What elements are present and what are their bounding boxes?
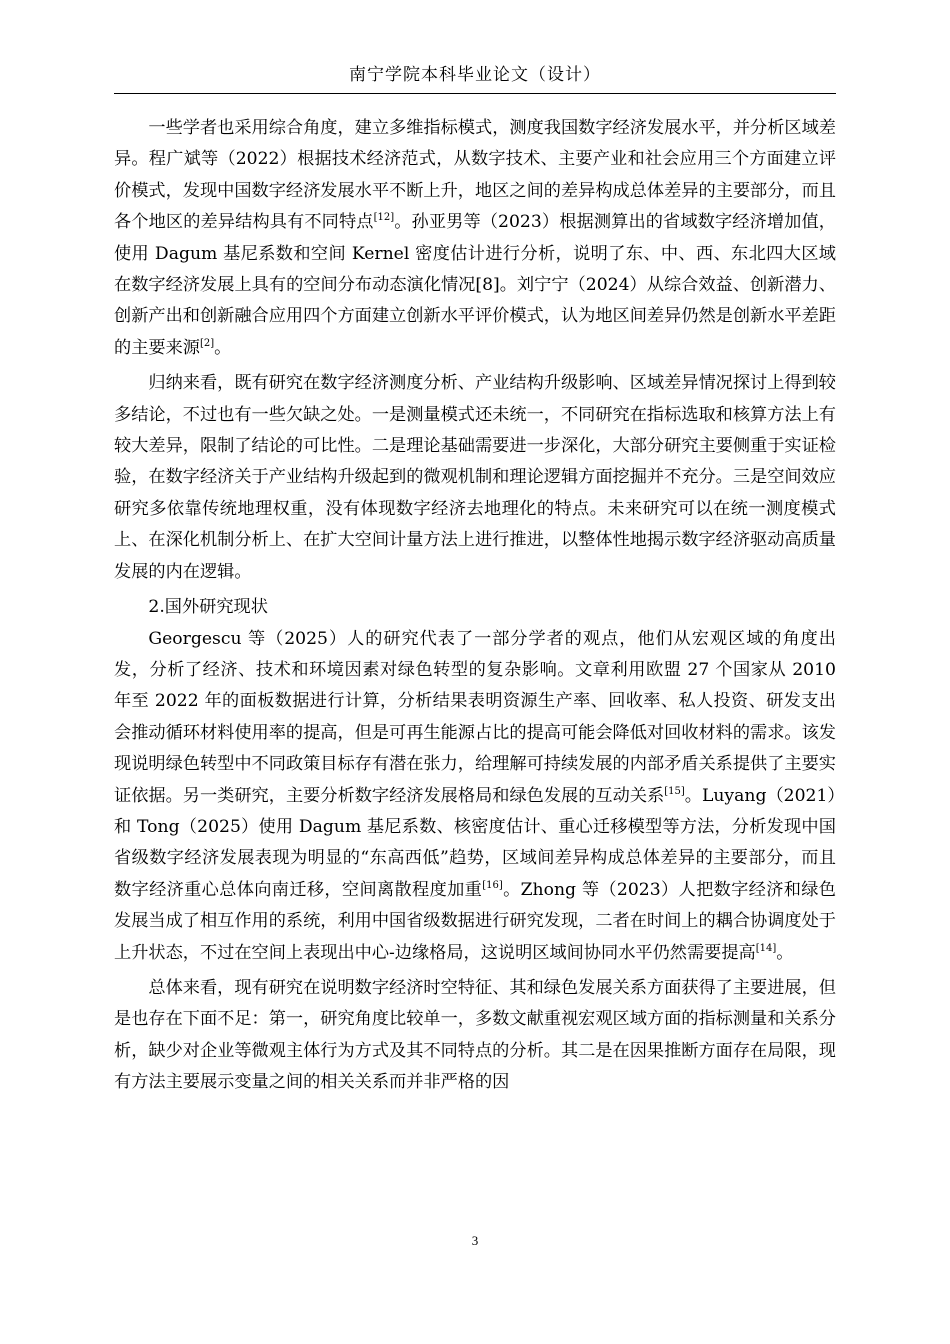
body-text xyxy=(114,113,836,1099)
paragraph-domestic-multidimensional xyxy=(114,113,836,364)
paragraph-text: 。 xyxy=(214,337,232,358)
citation-ref: [12] xyxy=(373,212,395,224)
running-header: 南宁学院本科毕业论文（设计） xyxy=(349,65,601,85)
paragraph-text: 。 xyxy=(776,942,794,963)
paragraph-text: 。Luyang（2021）和 Tong（2025）使用 Dagum 基尼系数、核密度估计、重心迁移模型等方法，分析发现中国省级数字经济发展表现为明显的“东高西低”趋势，区域间差异构成总体差异的主要部分，而且数字经济重心总体向南迁移，空间离散程度加重 xyxy=(114,785,836,900)
paragraph-domestic-summary: 归纳来看，既有研究在数字经济测度分析、产业结构升级影响、区域差异情况探讨上得到较多结论，不过也有一些欠缺之处。一是测量模式还未统一，不同研究在指标选取和核算方法上有较大差异，限制了结论的可比性。二是理论基础需要进一步深化，大部分研究主要侧重于实证检验，在数字经济关于产业结构升级起到的微观机制和理论逻辑方面挖掘并不充分。三是空间效应研究多依靠传统地理权重，没有体现数字经济去地理化的特点。未来研究可以在统一测度模式上、在深化机制分析上、在扩大空间计量方法上进行推进，以整体性地揭示数字经济驱动高质量发展的内在逻辑。 xyxy=(114,373,836,582)
citation-ref: [16] xyxy=(482,879,503,891)
paragraph-text: 。孙亚男等（2023）根据测算出的省域数字经济增加值，使用 Dagum 基尼系数和空间 Kernel 密度估计进行分析，说明了东、中、西、东北四大区域在数字经济发展上具有的空间分布动态演化情况[8]。刘宁宁（2024）从综合效益、创新潜力、创新产出和创新融合应用四个方面建立创新水平评价模式，认为地区间差异仍然是创新水平差距的主要来源 xyxy=(114,212,836,358)
citation-ref: [14] xyxy=(755,942,777,954)
page-number: 3 xyxy=(471,1233,479,1248)
citation-ref: [2] xyxy=(199,337,215,349)
paragraph-text: Georgescu 等（2025）人的研究代表了一部分学者的观点，他们从宏观区域的角度出发，分析了经济、技术和环境因素对绿色转型的复杂影响。文章利用欧盟 27 个国家从 2010 年至 2022 年的面板数据进行计算，分析结果表明资源生产率、回收率、私人投资、研发支出会推动循环材料使用率的提高，但是可再生能源占比的提高可能会降低对回收材料的需求。该发现说明绿色转型中不同政策目标存有潜在张力，给理解可持续发展的内部矛盾关系提供了主要实证依据。另一类研究，主要分析数字经济发展格局和绿色发展的互动关系 xyxy=(114,628,836,806)
paragraph-overall-summary: 总体来看，现有研究在说明数字经济时空特征、其和绿色发展关系方面获得了主要进展，但是也存在下面不足：第一，研究角度比较单一，多数文献重视宏观区域方面的指标测量和关系分析，缺少对企业等微观主体行为方式及其不同特点的分析。其二是在因果推断方面存在局限，现有方法主要展示变量之间的相关关系而并非严格的因 xyxy=(114,977,836,1093)
paragraph-text: 一些学者也采用综合角度，建立多维指标模式，测度我国数字经济发展水平，并分析区域差异。程广斌等（2022）根据技术经济范式，从数字技术、主要产业和社会应用三个方面建立评价模式，发现中国数字经济发展水平不断上升，地区之间的差异构成总体差异的主要部分，而且各个地区的差异结构具有不同特点 xyxy=(114,118,836,233)
header-rule xyxy=(114,93,836,94)
paragraph-foreign-research xyxy=(114,624,836,969)
section-heading-foreign-research: 2.国外研究现状 xyxy=(148,597,268,618)
citation-ref: [15] xyxy=(664,785,685,797)
paragraph-text: 。Zhong 等（2023）人把数字经济和绿色发展当成了相互作用的系统，利用中国省级数据进行研究发现，二者在时间上的耦合协调度处于上升状态，不过在空间上表现出中心-边缘格局，这说明区域间协同水平仍然需要提高 xyxy=(114,879,836,963)
